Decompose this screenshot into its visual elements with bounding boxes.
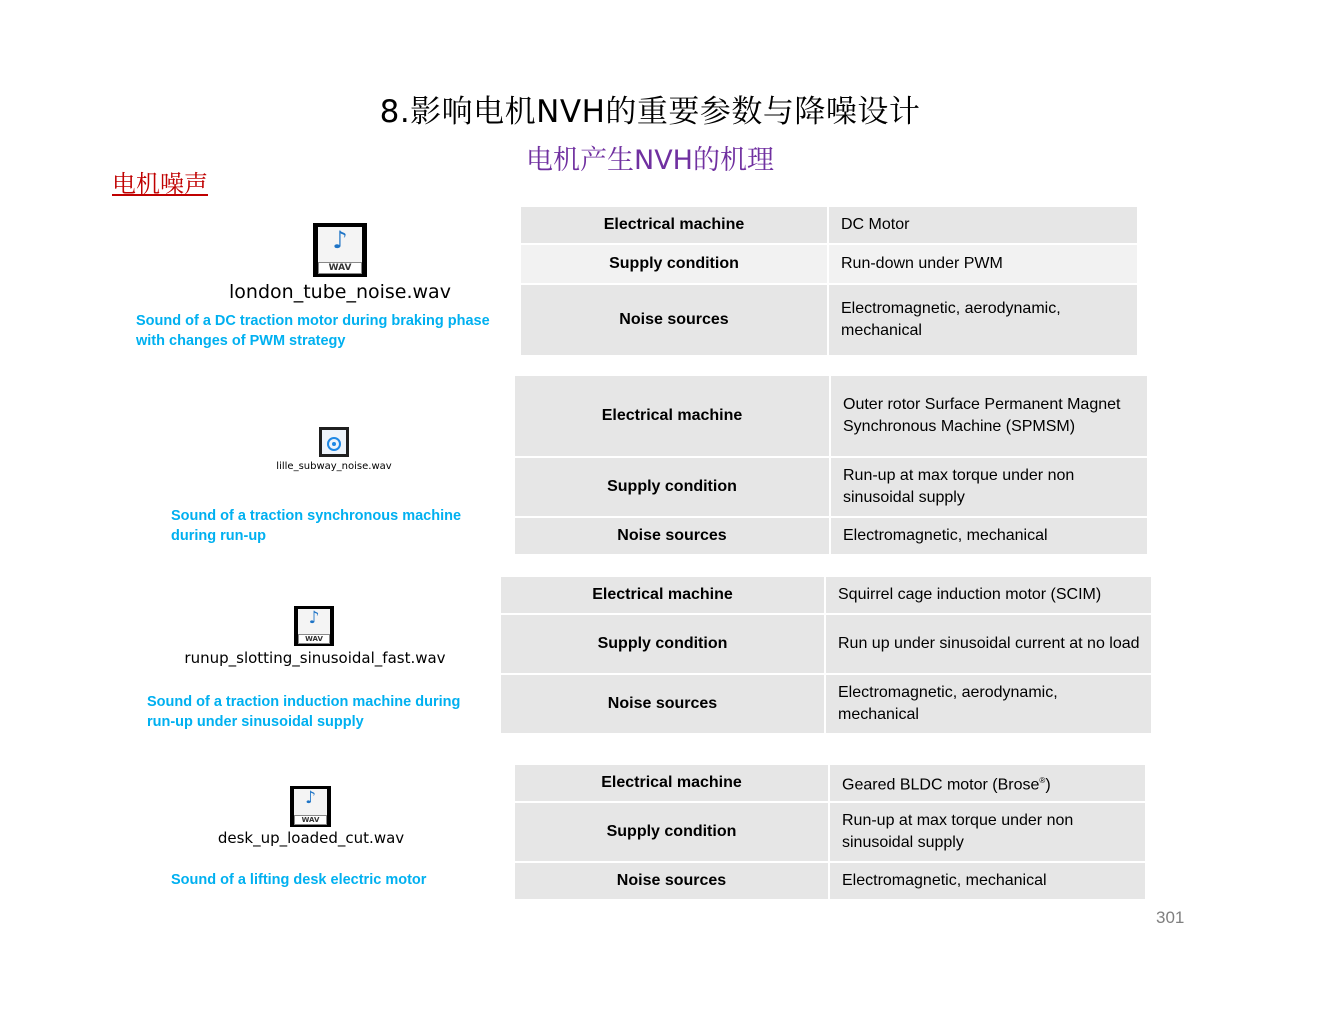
wav-audio-file-icon[interactable]: ♪ WAV — [313, 223, 367, 277]
table-key: Electrical machine — [514, 375, 830, 457]
audio-file-name[interactable]: lille_subway_noise.wav — [276, 461, 392, 472]
page-title: 8.影响电机NVH的重要参数与降噪设计 — [379, 94, 921, 130]
sample-caption: Sound of a DC traction motor during braking phase with changes of PWM strategy — [136, 313, 490, 349]
table-key: Noise sources — [520, 284, 828, 356]
audio-file-name[interactable]: london_tube_noise.wav — [229, 281, 451, 303]
table-value: Run-down under PWM — [828, 244, 1138, 284]
table-value: Outer rotor Surface Permanent Magnet Synchronous Machine (SPMSM) — [830, 375, 1148, 457]
page-number: 301 — [1156, 908, 1185, 927]
table-key: Supply condition — [514, 457, 830, 517]
audio-file-name[interactable]: runup_slotting_sinusoidal_fast.wav — [184, 649, 446, 667]
table-key: Supply condition — [514, 802, 829, 862]
table-key: Electrical machine — [514, 764, 829, 802]
table-value: Run-up at max torque under non sinusoidal supply — [830, 457, 1148, 517]
wav-audio-file-icon[interactable]: ♪ WAV — [290, 786, 331, 827]
table-value: Run-up at max torque under non sinusoidal supply — [829, 802, 1146, 862]
sample-caption: Sound of a traction induction machine during run-up under sinusoidal supply — [147, 694, 461, 730]
table-value: Electromagnetic, mechanical — [829, 862, 1146, 900]
table-value: Electromagnetic, aerodynamic, mechanical — [828, 284, 1138, 356]
sample-caption: Sound of a traction synchronous machine during run-up — [171, 508, 462, 544]
table-value: DC Motor — [828, 206, 1138, 244]
table-value: Electromagnetic, mechanical — [830, 517, 1148, 555]
sample-caption: Sound of a lifting desk electric motor — [171, 872, 427, 888]
spec-table — [513, 374, 1149, 556]
page-subtitle: 电机产生NVH的机理 — [526, 145, 774, 176]
table-key: Noise sources — [500, 674, 825, 734]
table-key: Noise sources — [514, 862, 829, 900]
table-key: Supply condition — [500, 614, 825, 674]
table-key: Electrical machine — [500, 576, 825, 614]
table-value: Geared BLDC motor (Brose®) — [829, 764, 1146, 802]
wav-audio-file-icon[interactable]: ♪ WAV — [294, 606, 334, 646]
section-label: 电机噪声 — [112, 170, 208, 198]
spec-table — [513, 763, 1147, 901]
spec-table — [499, 575, 1153, 735]
table-key: Supply condition — [520, 244, 828, 284]
table-value: Squirrel cage induction motor (SCIM) — [825, 576, 1152, 614]
table-key: Electrical machine — [520, 206, 828, 244]
table-value: Electromagnetic, aerodynamic, mechanical — [825, 674, 1152, 734]
media-player-file-icon[interactable] — [319, 427, 349, 457]
table-key: Noise sources — [514, 517, 830, 555]
table-value: Run up under sinusoidal current at no load — [825, 614, 1152, 674]
audio-file-name[interactable]: desk_up_loaded_cut.wav — [217, 829, 405, 847]
spec-table — [519, 205, 1139, 357]
